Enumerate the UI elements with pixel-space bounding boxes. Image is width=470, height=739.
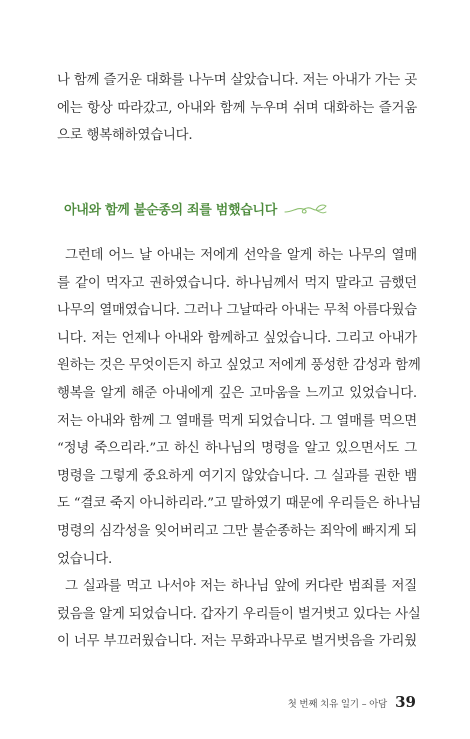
text-line: 를 같이 먹자고 권하였습니다. 하나님께서 먹지 말라고 금했던 <box>57 275 417 291</box>
text-line: 렀음을 알게 되었습니다. 갑자기 우리들이 벌거벗고 있다는 사실 <box>57 606 421 622</box>
text-line: 명령의 심각성을 잊어버리고 그만 불순종하는 죄악에 빠지게 되 <box>57 523 417 539</box>
page-footer <box>256 692 416 711</box>
text-line: 명령을 그렇게 중요하게 여기지 않았습니다. 그 실과를 권한 뱀 <box>57 468 417 484</box>
text-line: “정녕 죽으리라.”고 하신 하나님의 명령을 알고 있으면서도 그 <box>57 441 417 457</box>
text-line: 에는 항상 따라갔고, 아내와 함께 누우며 쉬며 대화하는 즐거움 <box>57 100 417 116</box>
text-line: 었습니다. <box>57 551 112 567</box>
body-paragraphs <box>57 242 422 656</box>
text-line: 이 너무 부끄러웠습니다. 저는 무화과나무로 벌거벗음을 가리웠 <box>57 634 417 650</box>
intro-paragraph <box>57 67 417 150</box>
leaf-swirl-icon <box>283 201 329 217</box>
running-title: 첫 번째 치유 일기 – 아담 <box>287 699 388 710</box>
text-line: 그런데 어느 날 아내는 저에게 선악을 알게 하는 나무의 열매 <box>65 248 417 263</box>
section-heading <box>64 199 329 218</box>
text-line: 나 함께 즐거운 대화를 나누며 살았습니다. 저는 아내가 가는 곳 <box>57 73 417 88</box>
text-line: 도 “결코 죽지 아니하리라.”고 말하였기 때문에 우리들은 하나님 <box>57 496 422 512</box>
text-line: 나무의 열매였습니다. 그러나 그날따라 아내는 무척 아름다웠습 <box>57 303 417 319</box>
section-heading-text: 아내와 함께 불순종의 죄를 범했습니다 <box>64 203 278 218</box>
text-line: 원하는 것은 무엇이든지 하고 싶었고 저에게 풍성한 감성과 함께 <box>57 358 421 374</box>
text-line: 그 실과를 먹고 나서야 저는 하나님 앞에 커다란 범죄를 저질 <box>65 579 417 595</box>
page-number: 39 <box>395 693 416 711</box>
text-line: 행복을 알게 해준 아내에게 깊은 고마움을 느끼고 있었습니다. <box>57 385 417 401</box>
text-line: 저는 아내와 함께 그 열매를 먹게 되었습니다. 그 열매를 먹으면 <box>57 413 417 429</box>
text-line: 니다. 저는 언제나 아내와 함께하고 싶었습니다. 그리고 아내가 <box>57 330 417 346</box>
text-line: 으로 행복해하였습니다. <box>57 128 193 144</box>
